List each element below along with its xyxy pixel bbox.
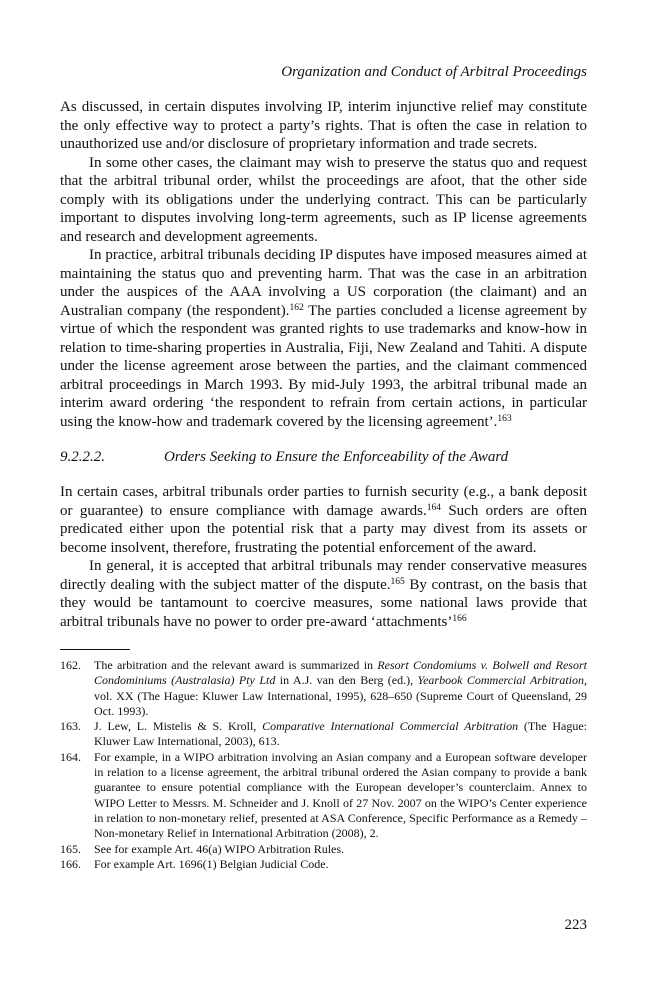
italic-title: Yearbook Commercial Arbitration — [417, 673, 584, 688]
section-title: Orders Seeking to Ensure the Enforceability of the Award — [164, 449, 509, 465]
text-run: In some other cases, the claimant may wish to preserve the status quo and request that the arbitral tribunal order, whilst the proceedings are afoot, that the other side comply with its obligations under the underlying contract. This can be particularly important to disputes involving long-term agreements, such as IP license agreements and research and development agreements. — [60, 154, 587, 245]
text-run: The arbitration and the relevant award is summarized in — [94, 658, 378, 672]
text-run: in A.J. van den Berg (ed.), — [275, 673, 418, 688]
footnote-text — [94, 857, 587, 872]
footnote — [60, 719, 587, 750]
footnote — [60, 658, 587, 719]
page-body — [60, 62, 587, 872]
footnote-text — [94, 750, 587, 842]
page-number: 223 — [564, 917, 587, 933]
text-run: In general, it is accepted that arbitral tribunals may render conservative measures directly dealing with the subject matter of the dispute. — [60, 558, 587, 593]
text-run: Such orders are often predicated either upon the potential risk that a party may divest from its assets or become insolvent, therefore, frustrating the potential enforcement of the award. — [60, 502, 587, 556]
text-run: The parties concluded a license agreement by virtue of which the respondent was granted rights to use trademarks and know-how in relation to time-sharing properties in Australia, Fiji, New Zealand and Tahiti. A dispute under the license agreement arose between the parties, and the claimant commenced arbitral proceedings in March 1993. By mid-July 1993, the arbitral tribunal made an interim award ordering ‘the respondent to refrain from certain actions, in particular using the know-how and trademark covered by the licensing agreement’. — [60, 302, 587, 430]
footnote — [60, 842, 587, 857]
footnote — [60, 750, 587, 842]
text-run: , vol. XX (The Hague: Kluwer Law International, 1995), 628–650 (Supreme Court of Queensland, 29 Oct. 1993). — [94, 673, 587, 718]
footnote-number: 165. — [60, 841, 81, 856]
italic-title: Comparative International Commercial Arbitration — [262, 719, 519, 734]
footnote-text — [94, 658, 587, 719]
section-number: 9.2.2.2. — [60, 449, 105, 465]
footnote-text — [94, 842, 587, 857]
text-run: J. Lew, L. Mistelis & S. Kroll, — [94, 719, 263, 734]
paragraphs-top — [60, 98, 587, 431]
text-run: For example Art. 1696(1) Belgian Judicial Code. — [94, 856, 329, 871]
text-run: As discussed, in certain disputes involving IP, interim injunctive relief may constitute the only effective way to protect a party’s rights. That is often the case in relation to unauthorized use and/or disclosure of proprietary information and trade secrets. — [60, 99, 587, 152]
text-run: By contrast, on the basis that they would be tantamount to coercive measures, some national laws provide that arbitral tribunals have no power to order pre-award ‘attachments’ — [60, 576, 587, 630]
paragraphs-bottom — [60, 483, 587, 631]
footnote-ref[interactable]: 162 — [289, 302, 304, 313]
footnote-ref[interactable]: 166 — [452, 613, 467, 624]
footnote-text — [94, 719, 587, 750]
text-run: See for example Art. 46(a) WIPO Arbitration Rules. — [94, 841, 345, 856]
text-run: In practice, arbitral tribunals deciding IP disputes have imposed measures aimed at maintaining the status quo and preventing harm. That was the case in an arbitration under the auspices of the AAA involving a US corporation (the claimant) and an Australian company (the respondent). — [60, 247, 587, 319]
body-paragraph-3 — [60, 246, 587, 431]
running-head: Organization and Conduct of Arbitral Proceedings — [281, 64, 587, 80]
body-paragraph-5 — [60, 557, 587, 631]
footnote-ref[interactable]: 165 — [390, 576, 405, 587]
text-run: In certain cases, arbitral tribunals order parties to furnish security (e.g., a bank deposit or guarantee) to ensure compliance with damage awards. — [60, 484, 587, 519]
footnote-ref[interactable]: 164 — [426, 502, 441, 513]
footnote — [60, 857, 587, 872]
footnote-number: 164. — [60, 749, 81, 764]
text-run: For example, in a WIPO arbitration involving an Asian company and a European software developer in relation to a license agreement, the arbitral tribunal ordered the Asian company to provide a bank guarantee to ensure potential compliance with the European developer’s counterclaim. Annex to WIPO Letter to Messrs. M. Schneider and J. Knoll of 27 Nov. 2007 on the WIPO’s Center experience in relation to non-monetary relief, presented at ASA Conference, Specific Performance as a Remedy – Non-monetary Relief in International Arbitration (2008), 2. — [94, 749, 587, 841]
text-run: (The Hague: Kluwer Law International, 2003), 613. — [94, 719, 587, 749]
footnote-number: 163. — [60, 719, 81, 734]
body-paragraph-1 — [60, 98, 587, 154]
body-paragraph-2 — [60, 154, 587, 247]
footnotes — [60, 658, 587, 872]
footnote-number: 162. — [60, 658, 81, 672]
footnote-number: 166. — [60, 856, 81, 871]
footnote-ref[interactable]: 163 — [497, 413, 512, 424]
italic-title: Resort Condomiums v. Bolwell and Resort Condominiums (Australasia) Pty Ltd — [94, 658, 587, 688]
footnote-divider — [60, 649, 130, 650]
body-paragraph-4 — [60, 483, 587, 557]
section-heading — [60, 447, 587, 467]
